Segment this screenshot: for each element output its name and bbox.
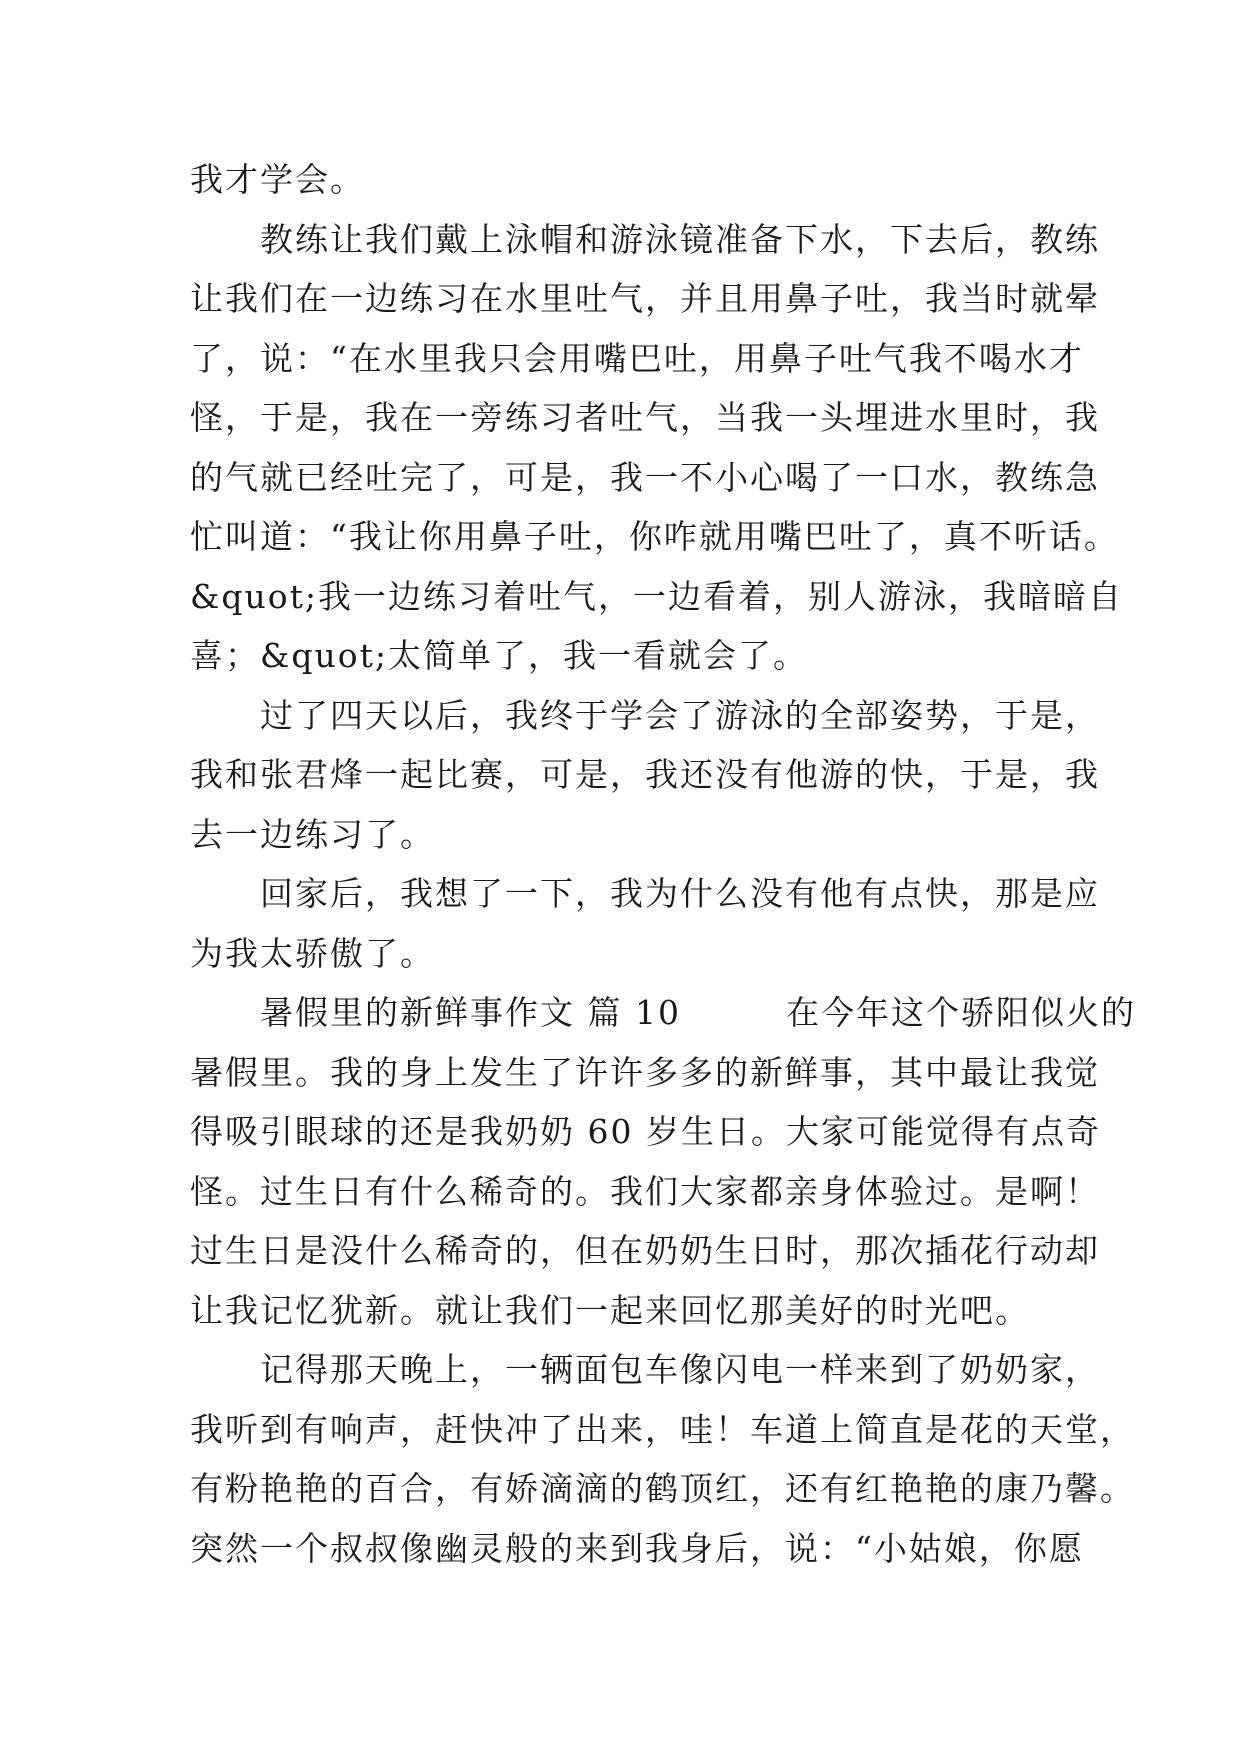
text-line: 的气就已经吐完了，可是，我一不小心喝了一口水，教练急 bbox=[190, 457, 1100, 497]
text-line: 过生日是没什么稀奇的，但在奶奶生日时，那次插花行动却 bbox=[190, 1231, 1100, 1270]
text-line: 暑假里的新鲜事作文 篇 10 在今年这个骄阳似火的 bbox=[190, 993, 1136, 1032]
text-line: 为我太骄傲了。 bbox=[190, 933, 435, 973]
text-line: 记得那天晚上，一辆面包车像闪电一样来到了奶奶家， bbox=[190, 1350, 1100, 1389]
text-line: 了，说：“在水里我只会用嘴巴吐，用鼻子吐气我不喝水才 bbox=[190, 338, 1084, 378]
text-line: 暑假里。我的身上发生了许许多多的新鲜事，其中最让我觉 bbox=[190, 1052, 1100, 1092]
text-line: 回家后，我想了一下，我为什么没有他有点快，那是应 bbox=[190, 874, 1100, 913]
text-line: 忙叫道：“我让你用鼻子吐，你咋就用嘴巴吐了，真不听话。 bbox=[190, 517, 1119, 556]
text-line: 有粉艳艳的百合，有娇滴滴的鹤顶红，还有红艳艳的康乃馨。 bbox=[190, 1469, 1135, 1508]
text-line: 让我记忆犹新。就让我们一起来回忆那美好的时光吧。 bbox=[190, 1290, 1030, 1330]
text-line: 去一边练习了。 bbox=[190, 814, 435, 854]
text-line: 怪，于是，我在一旁练习者吐气，当我一头埋进水里时，我 bbox=[190, 398, 1100, 437]
text-line: 我听到有响声，赶快冲了出来，哇！车道上简直是花的天堂， bbox=[190, 1409, 1135, 1449]
document-body bbox=[190, 150, 1136, 1578]
text-line: 过了四天以后，我终于学会了游泳的全部姿势，于是， bbox=[190, 695, 1100, 735]
text-line: 突然一个叔叔像幽灵般的来到我身后，说：“小姑娘，你愿 bbox=[190, 1528, 1084, 1568]
text-line: 得吸引眼球的还是我奶奶 60 岁生日。大家可能觉得有点奇 bbox=[190, 1112, 1101, 1151]
text-line: 我和张君烽一起比赛，可是，我还没有他游的快，于是，我 bbox=[190, 755, 1100, 794]
text-line: 怪。过生日有什么稀奇的。我们大家都亲身体验过。是啊！ bbox=[190, 1171, 1100, 1211]
text-line: 教练让我们戴上泳帽和游泳镜准备下水，下去后，教练 bbox=[190, 219, 1100, 259]
text-line: &quot;我一边练习着吐气，一边看着，别人游泳，我暗暗自 bbox=[190, 576, 1123, 616]
text-line: 喜；&quot;太简单了，我一看就会了。 bbox=[190, 636, 808, 675]
text-line: 让我们在一边练习在水里吐气，并且用鼻子吐，我当时就晕 bbox=[190, 279, 1100, 318]
text-line: 我才学会。 bbox=[190, 160, 365, 199]
